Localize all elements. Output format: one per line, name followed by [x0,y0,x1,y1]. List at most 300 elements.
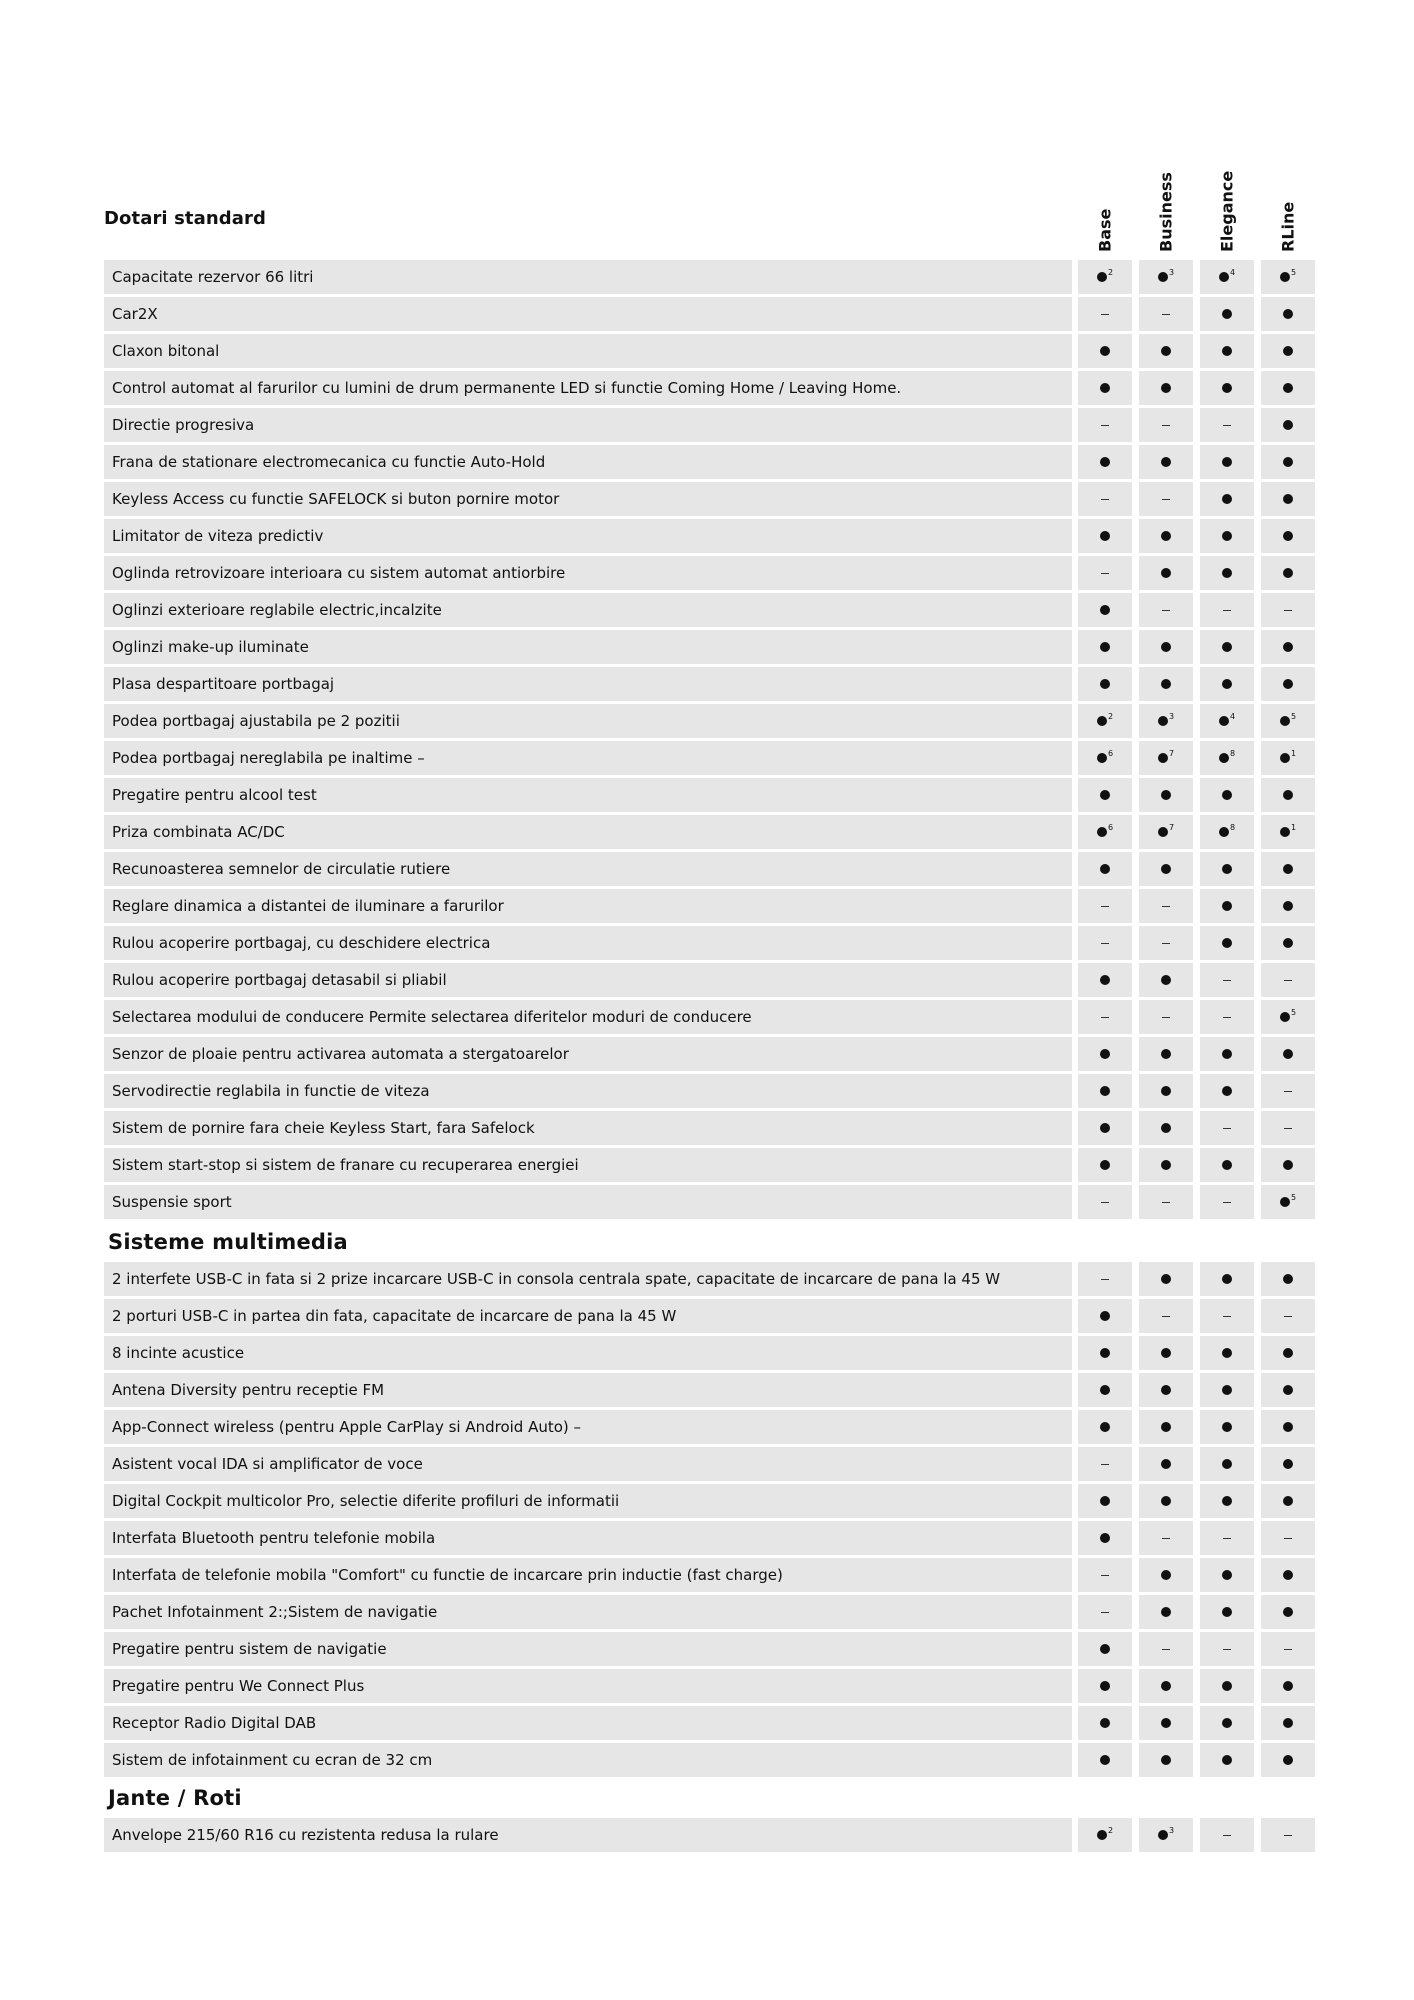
availability-cell [1139,1185,1193,1219]
availability-cell [1261,963,1315,997]
standard-dot-icon [1283,1348,1293,1358]
standard-dot-icon [1222,1755,1232,1765]
standard-dot-icon [1100,1644,1110,1654]
availability-cell [1078,667,1132,701]
table-row [104,593,1324,630]
availability-cell [1261,1148,1315,1182]
standard-dot-icon [1222,642,1232,652]
availability-cell [1261,1074,1315,1108]
availability-cell [1261,926,1315,960]
standard-dot-icon [1222,864,1232,874]
standard-dot-icon [1161,457,1171,467]
feature-label: Claxon bitonal [104,334,1072,368]
table-row [104,815,1324,852]
availability-cell [1139,556,1193,590]
feature-label: Sistem de pornire fara cheie Keyless Start, fara Safelock [104,1111,1072,1145]
availability-cell [1139,741,1193,775]
standard-dot-icon [1222,1570,1232,1580]
availability-cell [1139,1262,1193,1296]
not-available-dash-icon [1101,943,1109,944]
availability-cell [1200,371,1254,405]
feature-label: Interfata de telefonie mobila "Comfort" cu functie de incarcare prin inductie (fast charge) [104,1558,1072,1592]
feature-label: Digital Cockpit multicolor Pro, selectie diferite profiluri de informatii [104,1484,1072,1518]
availability-cell [1078,630,1132,664]
feature-label: Capacitate rezervor 66 litri [104,260,1072,294]
table-row [104,556,1324,593]
availability-cell [1078,334,1132,368]
footnote-marker: 4 [1229,711,1236,721]
standard-dot-icon [1100,346,1110,356]
feature-label: Rulou acoperire portbagaj detasabil si pliabil [104,963,1072,997]
standard-dot-icon [1222,1681,1232,1691]
not-available-dash-icon [1284,1128,1292,1129]
section-title: Sisteme multimedia [108,1230,348,1254]
footnote-marker: 1 [1290,822,1297,832]
availability-cell [1261,1521,1315,1555]
availability-cell [1200,519,1254,553]
standard-dot-icon [1283,531,1293,541]
standard-dot-icon [1161,1086,1171,1096]
availability-cell [1200,1336,1254,1370]
standard-dot-icon [1158,716,1168,726]
availability-cell [1200,1410,1254,1444]
standard-dot-icon [1100,1311,1110,1321]
availability-cell [1078,1037,1132,1071]
availability-cell [1139,297,1193,331]
standard-dot-icon [1222,1274,1232,1284]
standard-dot-icon [1283,494,1293,504]
standard-dot-icon [1161,1755,1171,1765]
feature-label: Oglinzi make-up iluminate [104,630,1072,664]
feature-label: Priza combinata AC/DC [104,815,1072,849]
availability-cell [1261,371,1315,405]
not-available-dash-icon [1101,1017,1109,1018]
feature-label: Reglare dinamica a distantei de iluminare a farurilor [104,889,1072,923]
standard-dot-icon [1161,1385,1171,1395]
table-row [104,371,1324,408]
availability-cell [1078,593,1132,627]
not-available-dash-icon [1101,573,1109,574]
standard-dot-icon [1283,1496,1293,1506]
table-row [104,1669,1324,1706]
availability-cell [1078,1447,1132,1481]
not-available-dash-icon [1101,1279,1109,1280]
availability-cell [1261,704,1315,738]
availability-cell [1078,519,1132,553]
standard-dot-icon [1222,1607,1232,1617]
availability-cell [1078,704,1132,738]
footnote-marker: 2 [1107,267,1114,277]
availability-cell [1139,1074,1193,1108]
footnote-marker: 8 [1229,748,1236,758]
table-row [104,1410,1324,1447]
not-available-dash-icon [1101,314,1109,315]
standard-dot-icon [1158,753,1168,763]
availability-cell [1261,1595,1315,1629]
standard-dot-icon [1222,531,1232,541]
availability-cell [1078,1148,1132,1182]
standard-dot-icon [1283,790,1293,800]
availability-cell [1078,889,1132,923]
page-title: Dotari standard [104,208,266,229]
availability-cell [1139,1743,1193,1777]
footnote-marker: 5 [1290,1192,1297,1202]
not-available-dash-icon [1101,1464,1109,1465]
not-available-dash-icon [1101,906,1109,907]
availability-cell [1078,1484,1132,1518]
table-row [104,260,1324,297]
feature-label: Pregatire pentru sistem de navigatie [104,1632,1072,1666]
footnote-marker: 1 [1290,748,1297,758]
standard-dot-icon [1222,309,1232,319]
table-row [104,1558,1324,1595]
availability-cell [1139,1706,1193,1740]
standard-dot-icon [1100,1533,1110,1543]
standard-dot-icon [1161,383,1171,393]
standard-dot-icon [1222,790,1232,800]
standard-dot-icon [1100,1755,1110,1765]
standard-dot-icon [1100,1123,1110,1133]
standard-dot-icon [1222,1385,1232,1395]
availability-cell [1261,1743,1315,1777]
availability-cell [1261,445,1315,479]
standard-dot-icon [1161,864,1171,874]
standard-dot-icon [1283,1755,1293,1765]
column-header-elegance: Elegance [1217,170,1237,252]
standard-dot-icon [1161,1681,1171,1691]
availability-cell [1261,852,1315,886]
feature-label: Sistem de infotainment cu ecran de 32 cm [104,1743,1072,1777]
table-row [104,1818,1324,1855]
standard-dot-icon [1283,346,1293,356]
table-row [104,1037,1324,1074]
standard-dot-icon [1283,1681,1293,1691]
standard-dot-icon [1283,457,1293,467]
standard-dot-icon [1161,975,1171,985]
table-row [104,778,1324,815]
availability-cell [1261,1818,1315,1852]
availability-cell [1200,1558,1254,1592]
standard-dot-icon [1219,272,1229,282]
table-row [104,1336,1324,1373]
availability-cell [1200,1185,1254,1219]
feature-label: Rulou acoperire portbagaj, cu deschidere electrica [104,926,1072,960]
availability-cell [1261,1299,1315,1333]
availability-cell [1078,1373,1132,1407]
section-jante-roti [104,1778,1324,1855]
availability-cell [1200,1669,1254,1703]
column-header-base: Base [1095,208,1115,252]
availability-cell [1139,1558,1193,1592]
column-header-business: Business [1156,172,1176,252]
table-row [104,704,1324,741]
feature-label: Plasa despartitoare portbagaj [104,667,1072,701]
availability-cell [1139,1000,1193,1034]
table-row [104,630,1324,667]
feature-label: Pachet Infotainment 2:;Sistem de navigatie [104,1595,1072,1629]
standard-dot-icon [1222,494,1232,504]
availability-cell [1139,1037,1193,1071]
standard-dot-icon [1222,1422,1232,1432]
footnote-marker: 5 [1290,711,1297,721]
availability-cell [1200,1037,1254,1071]
availability-cell [1139,1484,1193,1518]
feature-label: Sistem start-stop si sistem de franare cu recuperarea energiei [104,1148,1072,1182]
availability-cell [1200,297,1254,331]
availability-cell [1139,667,1193,701]
standard-dot-icon [1100,1385,1110,1395]
availability-cell [1261,1373,1315,1407]
standard-dot-icon [1283,1459,1293,1469]
availability-cell [1261,1706,1315,1740]
availability-cell [1139,815,1193,849]
standard-dot-icon [1280,716,1290,726]
availability-cell [1261,260,1315,294]
standard-dot-icon [1283,420,1293,430]
standard-dot-icon [1161,1496,1171,1506]
standard-dot-icon [1219,753,1229,763]
availability-cell [1261,630,1315,664]
availability-cell [1078,371,1132,405]
availability-cell [1078,741,1132,775]
standard-dot-icon [1161,1123,1171,1133]
standard-dot-icon [1100,864,1110,874]
availability-cell [1200,1632,1254,1666]
footnote-marker: 8 [1229,822,1236,832]
availability-cell [1078,297,1132,331]
not-available-dash-icon [1101,1575,1109,1576]
availability-cell [1078,963,1132,997]
feature-label: 2 interfete USB-C in fata si 2 prize incarcare USB-C in consola centrala spate, capacitate de incarcare de pana la 45 W [104,1262,1072,1296]
availability-cell [1139,926,1193,960]
availability-cell [1261,556,1315,590]
standard-dot-icon [1222,1160,1232,1170]
availability-cell [1200,1299,1254,1333]
not-available-dash-icon [1223,1017,1231,1018]
table-row [104,1373,1324,1410]
table-row [104,1706,1324,1743]
table-row [104,1262,1324,1299]
availability-cell [1139,334,1193,368]
not-available-dash-icon [1162,1649,1170,1650]
feature-label: Control automat al farurilor cu lumini de drum permanente LED si functie Coming Home / Leaving Home. [104,371,1072,405]
table-row [104,1299,1324,1336]
availability-cell [1261,1037,1315,1071]
availability-cell [1078,260,1132,294]
table-row [104,963,1324,1000]
feature-label: Antena Diversity pentru receptie FM [104,1373,1072,1407]
availability-cell [1139,260,1193,294]
standard-dot-icon [1283,1422,1293,1432]
availability-cell [1139,408,1193,442]
standard-dot-icon [1283,1607,1293,1617]
availability-cell [1200,1521,1254,1555]
availability-cell [1200,1447,1254,1481]
availability-cell [1139,1818,1193,1852]
standard-dot-icon [1222,679,1232,689]
not-available-dash-icon [1223,1538,1231,1539]
standard-dot-icon [1100,1086,1110,1096]
footnote-marker: 2 [1107,711,1114,721]
footnote-marker: 5 [1290,1007,1297,1017]
standard-dot-icon [1100,1718,1110,1728]
standard-dot-icon [1100,383,1110,393]
column-header-rline: RLine [1278,201,1298,252]
standard-dot-icon [1222,1496,1232,1506]
availability-cell [1261,1447,1315,1481]
section-dotari-standard [104,260,1324,1222]
standard-dot-icon [1283,1570,1293,1580]
availability-cell [1078,482,1132,516]
availability-cell [1200,1484,1254,1518]
table-row [104,1447,1324,1484]
feature-label: Selectarea modului de conducere Permite selectarea diferitelor moduri de conducere [104,1000,1072,1034]
standard-dot-icon [1283,901,1293,911]
feature-label: Interfata Bluetooth pentru telefonie mobila [104,1521,1072,1555]
not-available-dash-icon [1223,1316,1231,1317]
standard-dot-icon [1283,1385,1293,1395]
not-available-dash-icon [1284,1835,1292,1836]
feature-label: Asistent vocal IDA si amplificator de voce [104,1447,1072,1481]
availability-cell [1078,1336,1132,1370]
availability-cell [1261,815,1315,849]
not-available-dash-icon [1162,1017,1170,1018]
availability-cell [1078,1000,1132,1034]
standard-dot-icon [1100,531,1110,541]
footnote-marker: 3 [1168,1825,1175,1835]
not-available-dash-icon [1162,314,1170,315]
standard-dot-icon [1100,1160,1110,1170]
not-available-dash-icon [1223,1649,1231,1650]
standard-dot-icon [1097,272,1107,282]
feature-label: Senzor de ploaie pentru activarea automata a stergatoarelor [104,1037,1072,1071]
section-sisteme-multimedia [104,1222,1324,1780]
availability-cell [1078,1669,1132,1703]
availability-cell [1200,260,1254,294]
availability-cell [1078,1818,1132,1852]
standard-dot-icon [1161,1348,1171,1358]
feature-label: Podea portbagaj nereglabila pe inaltime – [104,741,1072,775]
availability-cell [1261,297,1315,331]
availability-cell [1139,1111,1193,1145]
availability-cell [1200,556,1254,590]
standard-dot-icon [1100,1422,1110,1432]
availability-cell [1139,1595,1193,1629]
table-row [104,297,1324,334]
availability-cell [1200,408,1254,442]
standard-dot-icon [1222,568,1232,578]
availability-cell [1078,852,1132,886]
footnote-marker: 2 [1107,1825,1114,1835]
availability-cell [1078,1185,1132,1219]
footnote-marker: 3 [1168,267,1175,277]
standard-dot-icon [1280,753,1290,763]
standard-dot-icon [1161,679,1171,689]
availability-cell [1200,1148,1254,1182]
feature-label: Directie progresiva [104,408,1072,442]
not-available-dash-icon [1284,610,1292,611]
standard-dot-icon [1158,827,1168,837]
standard-dot-icon [1100,457,1110,467]
not-available-dash-icon [1162,425,1170,426]
standard-dot-icon [1222,457,1232,467]
feature-label: Receptor Radio Digital DAB [104,1706,1072,1740]
standard-dot-icon [1161,1570,1171,1580]
availability-cell [1078,1521,1132,1555]
standard-dot-icon [1280,1197,1290,1207]
standard-dot-icon [1280,827,1290,837]
standard-dot-icon [1158,272,1168,282]
standard-dot-icon [1097,716,1107,726]
availability-cell [1078,556,1132,590]
availability-cell [1078,926,1132,960]
availability-cell [1139,704,1193,738]
footnote-marker: 7 [1168,822,1175,832]
availability-cell [1261,1669,1315,1703]
standard-dot-icon [1161,346,1171,356]
availability-cell [1261,334,1315,368]
not-available-dash-icon [1223,1835,1231,1836]
availability-cell [1078,1558,1132,1592]
table-row [104,852,1324,889]
table-row [104,408,1324,445]
availability-cell [1139,445,1193,479]
availability-cell [1200,1818,1254,1852]
standard-dot-icon [1100,790,1110,800]
not-available-dash-icon [1223,1202,1231,1203]
availability-cell [1200,926,1254,960]
section-title: Jante / Roti [108,1786,242,1810]
availability-cell [1139,889,1193,923]
availability-cell [1200,741,1254,775]
standard-dot-icon [1161,1607,1171,1617]
standard-dot-icon [1283,1274,1293,1284]
standard-dot-icon [1100,1681,1110,1691]
standard-dot-icon [1219,827,1229,837]
feature-label: Pregatire pentru alcool test [104,778,1072,812]
availability-cell [1200,778,1254,812]
availability-cell [1200,815,1254,849]
standard-dot-icon [1100,605,1110,615]
availability-cell [1078,1706,1132,1740]
table-header [104,168,1324,260]
availability-cell [1078,1632,1132,1666]
availability-cell [1139,852,1193,886]
availability-cell [1078,1743,1132,1777]
not-available-dash-icon [1284,1649,1292,1650]
standard-dot-icon [1222,383,1232,393]
not-available-dash-icon [1162,610,1170,611]
availability-cell [1200,852,1254,886]
availability-cell [1139,1410,1193,1444]
availability-cell [1200,704,1254,738]
footnote-marker: 5 [1290,267,1297,277]
footnote-marker: 6 [1107,748,1114,758]
feature-label: Limitator de viteza predictiv [104,519,1072,553]
standard-dot-icon [1222,1718,1232,1728]
not-available-dash-icon [1284,1538,1292,1539]
not-available-dash-icon [1101,425,1109,426]
availability-cell [1261,482,1315,516]
table-row [104,889,1324,926]
feature-label: Servodirectie reglabila in functie de viteza [104,1074,1072,1108]
standard-dot-icon [1161,568,1171,578]
availability-cell [1139,1299,1193,1333]
not-available-dash-icon [1162,499,1170,500]
standard-dot-icon [1100,1049,1110,1059]
not-available-dash-icon [1284,1091,1292,1092]
standard-dot-icon [1097,753,1107,763]
